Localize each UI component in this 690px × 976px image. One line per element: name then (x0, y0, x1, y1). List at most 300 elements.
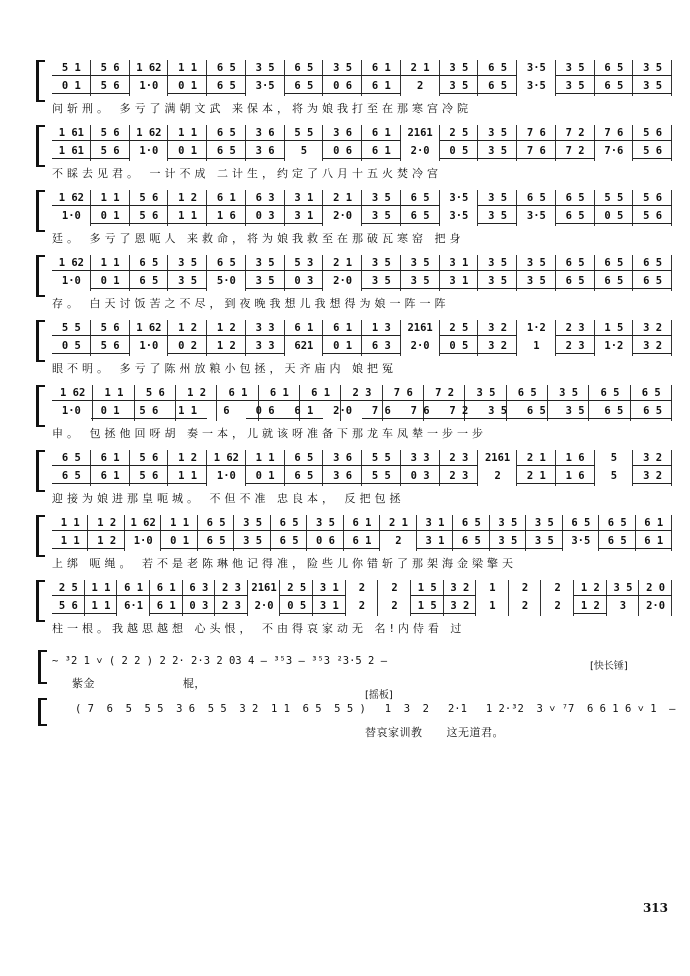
note-cell: 1 2 (207, 320, 246, 336)
note-cell: 1·0 (133, 535, 153, 547)
note-cell: 1·0 (61, 405, 81, 417)
note-cell: 5 6 (130, 450, 169, 466)
note-cell: 1 6 (556, 450, 595, 466)
note-cell: 6·1 (124, 600, 144, 612)
note-cell: 5 5 (52, 320, 91, 336)
notation-row-top (52, 125, 672, 141)
note-cell: 6 5 (633, 255, 672, 271)
note-cell: 5 3 (285, 255, 324, 271)
note-cell: 6 5 (595, 60, 634, 76)
note-cell: 7 6 (517, 125, 556, 141)
note-cell: 6 5 (271, 533, 307, 549)
note-cell: 3 5 (526, 533, 562, 549)
note-cell: 6 5 (207, 78, 246, 94)
note-cell: 0 5 (595, 208, 634, 224)
note-cell: 0 1 (161, 533, 197, 549)
notation-row-bottom (52, 273, 672, 289)
note-cell: 6 5 (589, 385, 630, 401)
note-cell: 1 3 (362, 320, 401, 336)
note-cell: 5 5 (595, 190, 634, 206)
note-cell: 5 6 (633, 208, 672, 224)
note-cell: 3 5 (478, 255, 517, 271)
note-cell: 7 2 (556, 143, 595, 159)
note-cell: 0 1 (246, 468, 285, 484)
lyric-line: 问斩刑。 多亏了满朝文武 来保本，将为娘我打至在那寒宫冷院 (52, 102, 472, 115)
note-cell: 5 6 (52, 598, 85, 614)
note-cell: 2 3 (440, 468, 479, 484)
note-cell: 3 5 (478, 190, 517, 206)
note-cell: 2·0 (410, 145, 430, 157)
note-cell: 1 1 (246, 450, 285, 466)
note-cell: 5 5 (285, 125, 324, 141)
note-cell: 6 5 (285, 468, 324, 484)
system-brace (36, 580, 45, 622)
note-cell: 1·0 (61, 275, 81, 287)
note-cell: 5 6 (130, 403, 169, 419)
note-cell: 0 3 (401, 468, 440, 484)
note-cell: 6 1 (344, 515, 380, 531)
note-cell: 5 6 (91, 60, 130, 76)
note-cell: 2 (554, 600, 561, 612)
lyric-line: 柱一根。我越思越想 心头恨， 不由得哀家动无 名!内侍看 过 (52, 622, 466, 635)
note-cell: 2 1 (401, 60, 440, 76)
note-cell: 1 2 (574, 598, 607, 614)
note-cell: 1 1 (168, 60, 207, 76)
note-cell: 6 5 (207, 60, 246, 76)
note-cell: 6 5 (599, 533, 635, 549)
note-cell: 3 5 (440, 60, 479, 76)
note-cell: 0 1 (323, 338, 362, 354)
note-cell: 6 5 (285, 60, 324, 76)
note-cell: 3 5 (401, 273, 440, 289)
note-cell: 2 (494, 470, 501, 482)
note-cell: 6 5 (130, 255, 169, 271)
note-cell: 6 1 (285, 320, 324, 336)
notation-row-top (52, 255, 672, 271)
note-cell: 6 1 (362, 60, 401, 76)
note-cell: 0 6 (246, 403, 285, 419)
notation-row-top (52, 60, 672, 76)
note-cell: 3 2 (478, 338, 517, 354)
note-cell: 7·6 (604, 145, 624, 157)
note-cell: 6 5 (478, 60, 517, 76)
note-cell: 1 62 (130, 125, 169, 141)
note-cell: 2 1 (517, 450, 556, 466)
note-cell: 2 5 (52, 580, 85, 596)
note-cell: 3 1 (313, 580, 346, 596)
note-cell: 2 3 (440, 450, 479, 466)
notation-row-bottom (52, 403, 672, 419)
note-cell: 1 2 (176, 385, 217, 401)
note-cell: 3 5 (401, 255, 440, 271)
note-cell: 6 5 (633, 273, 672, 289)
line10-notes: ~ ³2 1 ˅ ( 2 2 ) 2 2· 2·3 2 03 4 – ³⁵3 – ³⁵3 ²3·5 2 – (52, 655, 388, 667)
note-cell: 2·0 (333, 405, 353, 417)
note-cell: 6 3 (362, 338, 401, 354)
note-cell: 3 5 (633, 60, 672, 76)
note-cell: 5 6 (91, 143, 130, 159)
note-cell: 2 (416, 80, 424, 92)
note-cell: 3 6 (323, 468, 362, 484)
notation-row-bottom (52, 143, 672, 159)
note-cell: 2·0 (333, 275, 353, 287)
note-cell: 1 5 (411, 580, 444, 596)
system-brace (36, 190, 45, 232)
note-cell: 2161 (407, 127, 433, 139)
note-cell: 1 61 (52, 143, 91, 159)
note-cell: 1 1 (52, 515, 88, 531)
note-cell: 7 6 (383, 385, 424, 401)
note-cell: 1 6 (556, 468, 595, 484)
note-cell: 5 5 (362, 468, 401, 484)
note-cell: 2 (391, 600, 398, 612)
note-cell: 1 1 (168, 468, 207, 484)
note-cell: 3·5 (449, 210, 469, 222)
note-cell: 0 6 (323, 78, 362, 94)
note-cell: 7 6 (517, 143, 556, 159)
note-cell: 2 0 (639, 580, 672, 596)
note-cell: 2 (391, 582, 398, 594)
note-cell: 0 6 (307, 533, 343, 549)
note-cell: 3 6 (323, 450, 362, 466)
notation-row-bottom (52, 208, 672, 224)
note-cell: 1 1 (85, 598, 118, 614)
note-cell: 6 5 (453, 533, 489, 549)
note-cell: 0 1 (168, 78, 207, 94)
note-cell: 3 6 (246, 125, 285, 141)
note-cell: 2 5 (440, 125, 479, 141)
note-cell: 2·0 (333, 210, 353, 222)
note-cell: 6 (223, 405, 230, 417)
note-cell: 3 5 (556, 60, 595, 76)
note-cell: 1·0 (139, 145, 159, 157)
note-cell: 2 (358, 582, 366, 594)
note-cell: 7 2 (424, 385, 465, 401)
note-cell: 3 5 (362, 255, 401, 271)
line11-tag: [摇板] (365, 690, 393, 701)
note-cell: 1 1 (85, 580, 118, 596)
note-cell: 2 (358, 600, 366, 612)
note-cell: 1 61 (52, 125, 91, 141)
note-cell: 6 5 (207, 143, 246, 159)
note-cell: 7 6 (401, 403, 440, 419)
note-cell: 6 5 (631, 385, 672, 401)
system-brace (36, 320, 45, 362)
note-cell: 1 62 (52, 385, 93, 401)
note-cell: 6 5 (52, 450, 91, 466)
note-cell: 1 62 (125, 515, 161, 531)
note-cell: 3 5 (234, 515, 270, 531)
note-cell: 1 2 (88, 533, 124, 549)
note-cell: 2 3 (215, 598, 248, 614)
note-cell: 3 5 (490, 533, 526, 549)
note-cell: 2 5 (440, 320, 479, 336)
note-cell: 6 5 (507, 385, 548, 401)
note-cell: 6 5 (453, 515, 489, 531)
note-cell: 0 6 (323, 143, 362, 159)
note-cell: 3·5 (449, 192, 469, 204)
note-cell: 3 2 (633, 450, 672, 466)
notation-row-top (52, 450, 672, 466)
system-brace (36, 125, 45, 167)
note-cell: 1 1 (161, 515, 197, 531)
note-cell: 3 1 (440, 255, 479, 271)
note-cell: 6 5 (198, 515, 234, 531)
note-cell: 3 1 (417, 533, 453, 549)
lyric-line: 申。 包拯他回呀胡 奏一本，儿就该呀准备下那龙车凤辇一步一步 (52, 427, 487, 440)
system-brace (36, 255, 45, 297)
note-cell: 1 62 (130, 320, 169, 336)
note-cell: 6 1 (259, 385, 300, 401)
note-cell: 5 6 (91, 320, 130, 336)
note-cell: 621 (294, 340, 314, 352)
note-cell: 6 1 (285, 403, 324, 419)
note-cell: 5 (610, 470, 618, 482)
notation-row-bottom (52, 533, 672, 549)
note-cell: 3·5 (571, 535, 591, 547)
note-cell: 3 2 (444, 598, 477, 614)
note-cell: 0 3 (183, 598, 216, 614)
note-cell: 3 5 (633, 78, 672, 94)
note-cell: 5 5 (362, 450, 401, 466)
note-cell: 1·2 (526, 322, 546, 334)
note-cell: 3 5 (168, 255, 207, 271)
note-cell: 3 5 (362, 190, 401, 206)
note-cell: 5 6 (130, 190, 169, 206)
note-cell: 3 5 (478, 143, 517, 159)
note-cell: 2·0 (646, 600, 666, 612)
note-cell: 1 6 (207, 208, 246, 224)
note-cell: 6 5 (517, 403, 556, 419)
note-cell: 2 3 (556, 338, 595, 354)
note-cell: 2161 (484, 452, 511, 464)
note-cell: 6 5 (52, 468, 91, 484)
note-cell: 5·0 (216, 275, 236, 287)
note-cell: 6 1 (217, 385, 258, 401)
note-cell: 3 1 (313, 598, 346, 614)
note-cell: 6 5 (599, 515, 635, 531)
note-cell: 6 5 (556, 208, 595, 224)
note-cell: 5 6 (91, 125, 130, 141)
note-cell: 1 2 (168, 450, 207, 466)
note-cell: 0 5 (440, 338, 479, 354)
note-cell: 1 62 (130, 60, 169, 76)
note-cell: 1 2 (168, 320, 207, 336)
note-cell: 3 5 (362, 273, 401, 289)
note-cell: 5 6 (633, 190, 672, 206)
note-cell: 1 5 (411, 598, 444, 614)
note-cell: 6 5 (285, 78, 324, 94)
note-cell: 0 1 (91, 403, 130, 419)
note-cell: 6 1 (150, 598, 183, 614)
note-cell: 1 1 (168, 403, 207, 419)
note-cell: 6 1 (91, 468, 130, 484)
note-cell: 2 (521, 600, 529, 612)
note-cell: 3 6 (246, 143, 285, 159)
line10-brace (38, 650, 47, 684)
note-cell: 6 5 (595, 78, 634, 94)
note-cell: 1 62 (52, 255, 91, 271)
note-cell: 1 2 (168, 190, 207, 206)
note-cell: 1 (489, 582, 496, 594)
note-cell: 1·2 (604, 340, 624, 352)
note-cell: 6 5 (478, 78, 517, 94)
note-cell: 3 5 (362, 208, 401, 224)
system-brace (36, 60, 45, 102)
note-cell: 5 6 (633, 125, 672, 141)
note-cell: 6 5 (207, 125, 246, 141)
note-cell: 7 2 (440, 403, 479, 419)
note-cell: 2 5 (280, 580, 313, 596)
note-cell: 3 (619, 600, 627, 612)
note-cell: 3 5 (246, 255, 285, 271)
note-cell: 2 3 (341, 385, 382, 401)
note-cell: 3 5 (440, 78, 479, 94)
notation-row-bottom (52, 78, 672, 94)
notation-row-bottom (52, 468, 672, 484)
note-cell: 6 1 (300, 385, 341, 401)
line11-lyric: 替哀家训教 这无道君。 (365, 726, 504, 739)
note-cell: 1 2 (88, 515, 124, 531)
note-cell: 2 (554, 582, 561, 594)
note-cell: 6 1 (362, 78, 401, 94)
note-cell: 6 3 (246, 190, 285, 206)
note-cell: 6 5 (595, 273, 634, 289)
note-cell: 6 5 (595, 403, 634, 419)
lyric-line: 上绑 呃绳。 若不是老陈琳他记得准，险些儿你错斩了那架海金梁擎天 (52, 557, 517, 570)
note-cell: 6 5 (130, 273, 169, 289)
note-cell: 6 5 (517, 190, 556, 206)
note-cell: 0 1 (52, 78, 91, 94)
note-cell: 1·0 (139, 80, 159, 92)
note-cell: 3 5 (168, 273, 207, 289)
note-cell: 1 1 (52, 533, 88, 549)
line11-brace (38, 698, 47, 726)
note-cell: 1·0 (139, 340, 159, 352)
note-cell: 6 1 (344, 533, 380, 549)
note-cell: 0 5 (52, 338, 91, 354)
note-cell: 6 5 (595, 255, 634, 271)
note-cell: 6 5 (556, 255, 595, 271)
note-cell: 2 1 (323, 190, 362, 206)
lyric-line: 眼不明。 多亏了陈州放粮小包拯，天齐庙内 娘把冤 (52, 362, 397, 375)
note-cell: 0 3 (285, 273, 324, 289)
note-cell: 3 1 (417, 515, 453, 531)
note-cell: 2 1 (380, 515, 416, 531)
lyric-line: 不睬去见君。 一计不成 二计生，约定了八月十五火焚冷宫 (52, 167, 442, 180)
page-number: 313 (642, 901, 668, 915)
note-cell: 6 1 (117, 580, 150, 596)
note-cell: 6 1 (150, 580, 183, 596)
note-cell: 3 5 (478, 273, 517, 289)
note-cell: 3 5 (234, 533, 270, 549)
note-cell: 0 3 (246, 208, 285, 224)
system-brace (36, 385, 45, 427)
note-cell: 6 5 (271, 515, 307, 531)
note-cell: 3 5 (517, 273, 556, 289)
note-cell: 1 62 (52, 190, 91, 206)
note-cell: 3 1 (285, 190, 324, 206)
note-cell: 7 2 (556, 125, 595, 141)
note-cell: 5 6 (135, 385, 176, 401)
note-cell: 3 5 (490, 515, 526, 531)
note-cell: 2161 (407, 322, 433, 334)
note-cell: 6 1 (323, 320, 362, 336)
system-brace (36, 515, 45, 557)
notation-row-top (52, 515, 672, 531)
note-cell: 3 6 (323, 125, 362, 141)
note-cell: 6 5 (198, 533, 234, 549)
note-cell: 2 1 (517, 468, 556, 484)
note-cell: 6 5 (401, 208, 440, 224)
lyric-line: 迎接为娘进那皇呃城。 不但不准 忠良本， 反把包拯 (52, 492, 405, 505)
note-cell: 0 5 (280, 598, 313, 614)
note-cell: 3 5 (478, 125, 517, 141)
note-cell: 1·0 (216, 470, 236, 482)
note-cell: 3 3 (246, 338, 285, 354)
note-cell: 1 1 (93, 385, 134, 401)
note-cell: 3 2 (478, 320, 517, 336)
lyric-line: 存。 白天讨饭苦之不尽，到夜晚我想儿我想得为娘一阵一阵 (52, 297, 450, 310)
note-cell: 6 5 (633, 403, 672, 419)
note-cell: 2 (521, 582, 529, 594)
note-cell: 2·0 (254, 600, 274, 612)
note-cell: 5 1 (52, 60, 91, 76)
note-cell: 0 1 (91, 273, 130, 289)
notation-row-bottom (52, 598, 672, 614)
note-cell: 5 6 (130, 208, 169, 224)
note-cell: 2 (395, 535, 402, 547)
note-cell: 3 5 (607, 580, 640, 596)
note-cell: 1 2 (207, 338, 246, 354)
note-cell: 3 5 (548, 385, 589, 401)
note-cell: 3 2 (633, 468, 672, 484)
note-cell: 3 5 (307, 515, 343, 531)
note-cell: 7 6 (362, 403, 401, 419)
notation-row-top (52, 320, 672, 336)
note-cell: 2·0 (410, 340, 430, 352)
note-cell: 1 2 (574, 580, 607, 596)
note-cell: 3 5 (478, 208, 517, 224)
note-cell: 2 3 (215, 580, 248, 596)
note-cell: 2161 (251, 582, 277, 594)
note-cell: 0 1 (168, 143, 207, 159)
note-cell: 3·5 (255, 80, 275, 92)
lyric-line: 廷。 多亏了恩呃人 来救命，将为娘我救至在那破瓦寒窑 把身 (52, 232, 465, 245)
note-cell: 3 5 (465, 385, 506, 401)
note-cell: 1·0 (61, 210, 81, 222)
note-cell: 0 5 (440, 143, 479, 159)
note-cell: 3 3 (401, 450, 440, 466)
note-cell: 6 5 (556, 273, 595, 289)
note-cell: 6 1 (362, 143, 401, 159)
note-cell: 3 2 (633, 320, 672, 336)
line10-tag: [快长锤] (590, 661, 628, 672)
note-cell: 1 1 (168, 208, 207, 224)
note-cell: 0 2 (168, 338, 207, 354)
note-cell: 3 2 (444, 580, 477, 596)
note-cell: 3 1 (440, 273, 479, 289)
note-cell: 1 1 (91, 255, 130, 271)
note-cell: 6 5 (207, 255, 246, 271)
note-cell: 2 3 (556, 320, 595, 336)
note-cell: 1 62 (207, 450, 246, 466)
note-cell: 3 5 (246, 273, 285, 289)
note-cell: 1 1 (91, 190, 130, 206)
note-cell: 7 6 (595, 125, 634, 141)
note-cell: 1 1 (168, 125, 207, 141)
note-cell: 5 6 (633, 143, 672, 159)
